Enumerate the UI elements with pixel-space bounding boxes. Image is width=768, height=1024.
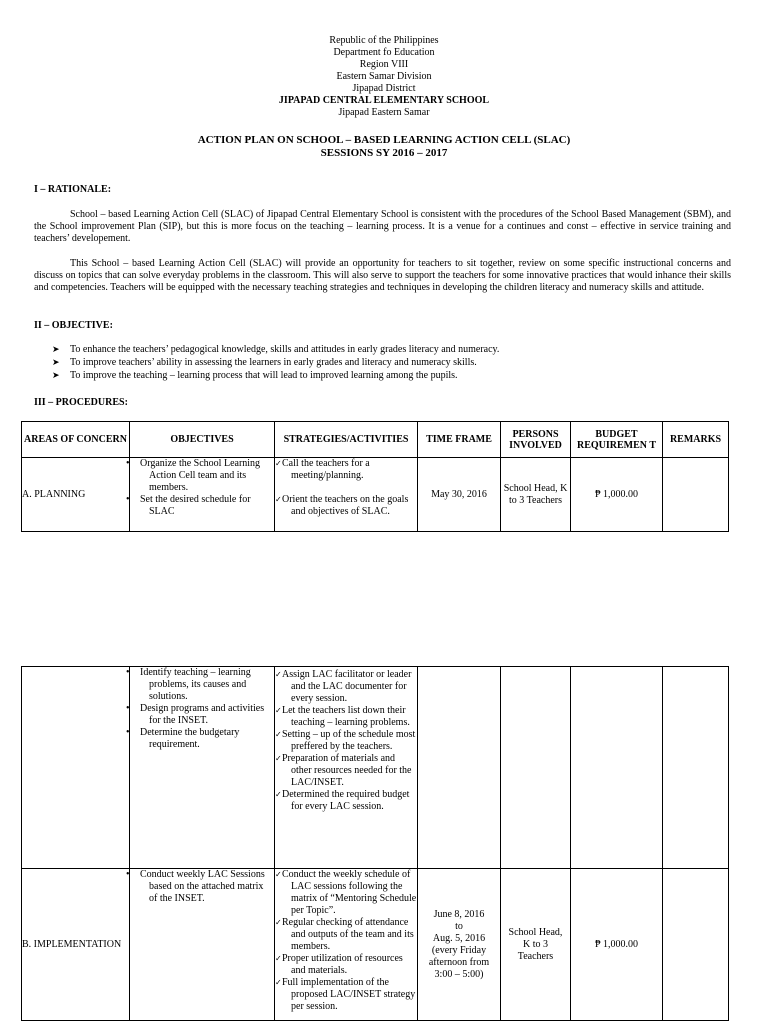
checkmark-icon: ✓ [275, 459, 282, 468]
list-item: ✓ Proper utilization of resources and materials. [275, 953, 403, 976]
persons-cell: School Head, K to 3 Teachers [501, 869, 571, 1021]
checkmark-icon: ✓ [275, 670, 282, 679]
document-subtitle: SESSIONS SY 2016 – 2017 [320, 147, 448, 159]
time-frame-cell: June 8, 2016 to Aug. 5, 2016 (every Friday afternoon from 3:00 – 5:00) [418, 869, 501, 1021]
school-name: JIPAPAD CENTRAL ELEMENTARY SCHOOL [278, 95, 490, 106]
list-item: ✓ Regular checking of attendance and outputs of the team and its members. [275, 917, 414, 952]
checkmark-icon: ✓ [275, 790, 282, 799]
list-item: ✓ Assign LAC facilitator or leader and the LAC documenter for every session. [275, 669, 412, 704]
area-cell: A. PLANNING [22, 458, 130, 532]
list-item: ✓ Call the teachers for a meeting/planning. [275, 458, 370, 481]
col-header-budget: BUDGET REQUIREMEN T [571, 422, 663, 458]
school-location: Jipapad Eastern Samar [338, 107, 430, 118]
table-header-row [22, 422, 729, 458]
objective-list [52, 344, 499, 383]
budget-cell: ₱ 1,000.00 [571, 869, 663, 1021]
remarks-cell [663, 458, 729, 532]
header-line: Region VIII [359, 59, 409, 70]
list-item: ➤ To improve teachers’ ability in assessing the learners in early grades and literacy and numeracy skills. [52, 357, 477, 368]
strategies-cell [275, 458, 418, 532]
list-item: • Organize the School Learning Action Cell team and its members. [135, 458, 274, 494]
procedures-heading: III – PROCEDURES: [34, 397, 128, 408]
remarks-cell [663, 667, 729, 869]
checkmark-icon: ✓ [275, 730, 282, 739]
list-item: ✓ Orient the teachers on the goals and objectives of SLAC. [275, 494, 409, 517]
time-frame-cell: May 30, 2016 [418, 458, 501, 532]
strategies-cell [275, 869, 418, 1021]
strategies-cell [275, 667, 418, 869]
list-item: ✓ Conduct the weekly schedule of LAC sessions following the matrix of “Mentoring Schedule per Topic”. [275, 869, 417, 916]
objectives-cell [130, 458, 275, 532]
arrow-bullet-icon: ➤ [52, 358, 60, 368]
checkmark-icon: ✓ [275, 918, 282, 927]
list-item: ✓ Setting – up of the schedule most preffered by the teachers. [275, 729, 416, 752]
checkmark-icon: ✓ [275, 870, 282, 879]
remarks-cell [663, 869, 729, 1021]
checkmark-icon: ✓ [275, 706, 282, 715]
list-item: • Identify teaching – learning problems, its causes and solutions. [135, 667, 274, 703]
header-line: Department fo Education [333, 47, 435, 58]
table-row [22, 869, 729, 1021]
budget-cell: ₱ 1,000.00 [571, 458, 663, 532]
list-item: • Design programs and activities for the INSET. [135, 703, 274, 727]
header-line: Jipapad District [352, 83, 416, 94]
list-item: ✓ Let the teachers list down their teaching – learning problems. [275, 705, 410, 728]
procedures-table [21, 421, 729, 532]
persons-cell [501, 667, 571, 869]
col-header-strategies: STRATEGIES/ACTIVITIES [275, 422, 418, 458]
rationale-heading: I – RATIONALE: [34, 184, 112, 195]
list-item: • Set the desired schedule for SLAC [135, 494, 274, 518]
list-item: ➤ To improve the teaching – learning process that will lead to improved learning among the pupils. [52, 370, 458, 381]
checkmark-icon: ✓ [275, 754, 282, 763]
checkmark-icon: ✓ [275, 954, 282, 963]
persons-cell: School Head, K to 3 Teachers [501, 458, 571, 532]
col-header-objectives: OBJECTIVES [130, 422, 275, 458]
arrow-bullet-icon: ➤ [52, 345, 60, 355]
col-header-persons: PERSONS INVOLVED [501, 422, 571, 458]
list-item: • Determine the budgetary requirement. [135, 727, 274, 751]
rationale-paragraph-1: School – based Learning Action Cell (SLAC) of Jipapad Central Elementary School is consistent with the procedures of the School Based Management (SBM), and the School improvement Plan (SIP), but this is more focus on the teaching – learning process. It is a venue for a continues and const – effective in service training and teachers’ developement. [34, 209, 731, 244]
list-item: ✓ Determined the required budget for every LAC session. [275, 789, 410, 812]
table-row [22, 458, 729, 532]
budget-cell [571, 667, 663, 869]
list-item: • Conduct weekly LAC Sessions based on the attached matrix of the INSET. [135, 869, 274, 905]
arrow-bullet-icon: ➤ [52, 371, 60, 381]
checkmark-icon: ✓ [275, 495, 282, 504]
col-header-time-frame: TIME FRAME [418, 422, 501, 458]
list-item: ✓ Preparation of materials and other resources needed for the LAC/INSET. [275, 753, 412, 788]
rationale-paragraph-2: This School – based Learning Action Cell (SLAC) will provide an opportunity for teachers to sit together, review on some specific instructional concerns and discuss on topics that can solve everyday problems in the classroom. This will also serve to support the teachers for some innovative practices that would inhance their skills and competencies. Teachers will be equipped with the necessary teaching strategies and techniques in developing the children literacy and numeracy skills and attitude. [34, 258, 731, 293]
objectives-cell [130, 869, 275, 1021]
document-title: ACTION PLAN ON SCHOOL – BASED LEARNING ACTION CELL (SLAC) [197, 134, 571, 146]
table-row [22, 667, 729, 869]
col-header-areas: AREAS OF CONCERN [22, 422, 130, 458]
area-cell: B. IMPLEMENTATION [22, 869, 130, 1021]
header-line: Eastern Samar Division [336, 71, 432, 82]
procedures-table-continued [21, 666, 729, 1021]
checkmark-icon: ✓ [275, 978, 282, 987]
header-line: Republic of the Philippines [329, 35, 439, 46]
area-cell [22, 667, 130, 869]
time-frame-cell [418, 667, 501, 869]
objective-heading: II – OBJECTIVE: [34, 320, 113, 331]
col-header-remarks: REMARKS [663, 422, 729, 458]
objectives-cell [130, 667, 275, 869]
list-item: ➤ To enhance the teachers’ pedagogical knowledge, skills and attitudes in early grades literacy and numeracy. [52, 344, 500, 355]
document-header [0, 35, 768, 119]
list-item: ✓ Full implementation of the proposed LAC/INSET strategy per session. [275, 977, 416, 1012]
